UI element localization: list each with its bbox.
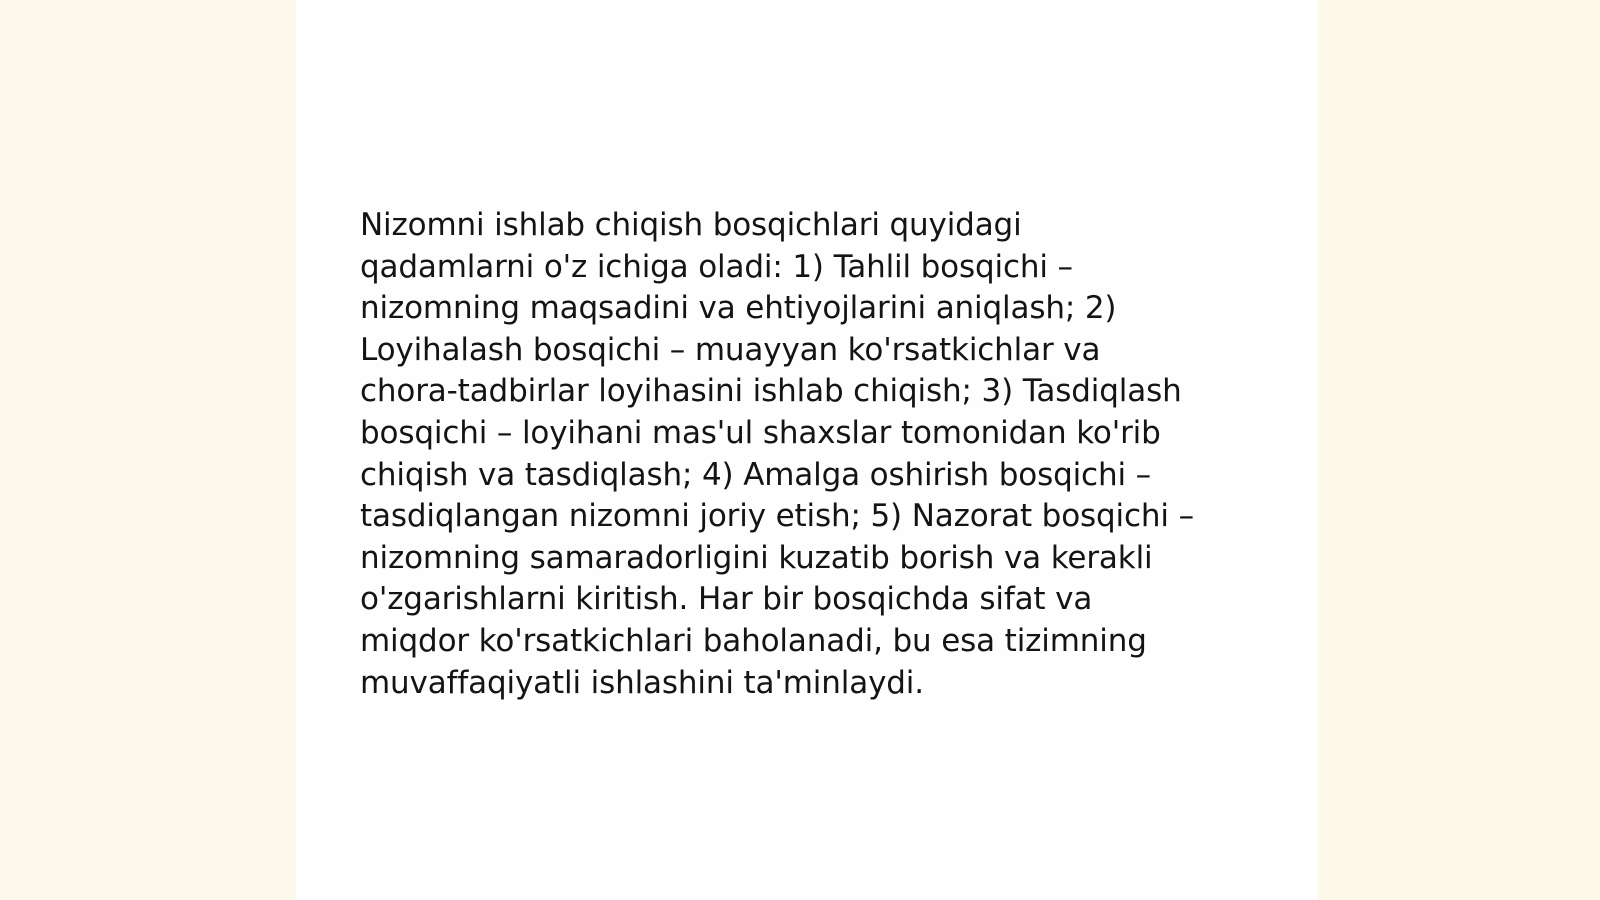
document-page xyxy=(296,0,1318,900)
paragraph-line-3: nizomning maqsadini va ehtiyojlarini aniqlash; 2) xyxy=(360,290,1117,327)
paragraph-line-10: o'zgarishlarni kiritish. Har bir bosqichda sifat va xyxy=(360,581,1093,618)
body-paragraph xyxy=(360,205,1260,704)
right-margin xyxy=(1318,0,1600,900)
paragraph-line-1: Nizomni ishlab chiqish bosqichlari quyidagi xyxy=(360,207,1022,243)
paragraph-line-9: nizomning samaradorligini kuzatib borish va kerakli xyxy=(360,539,1153,576)
paragraph-line-11: miqdor ko'rsatkichlari baholanadi, bu esa tizimning xyxy=(360,622,1147,659)
paragraph-line-7: chiqish va tasdiqlash; 4) Amalga oshirish bosqichi – xyxy=(360,456,1151,493)
paragraph-line-8: tasdiqlangan nizomni joriy etish; 5) Nazorat bosqichi – xyxy=(360,498,1194,535)
paragraph-line-2: qadamlarni o'z ichiga oladi: 1) Tahlil bosqichi – xyxy=(360,248,1073,285)
paragraph-line-6: bosqichi – loyihani mas'ul shaxslar tomonidan ko'rib xyxy=(360,414,1161,451)
left-margin xyxy=(0,0,296,900)
paragraph-line-12: muvaffaqiyatli ishlashini ta'minlaydi. xyxy=(360,664,924,701)
paragraph-line-5: chora-tadbirlar loyihasini ishlab chiqish; 3) Tasdiqlash xyxy=(360,373,1182,410)
paragraph-line-4: Loyihalash bosqichi – muayyan ko'rsatkichlar va xyxy=(360,331,1101,368)
